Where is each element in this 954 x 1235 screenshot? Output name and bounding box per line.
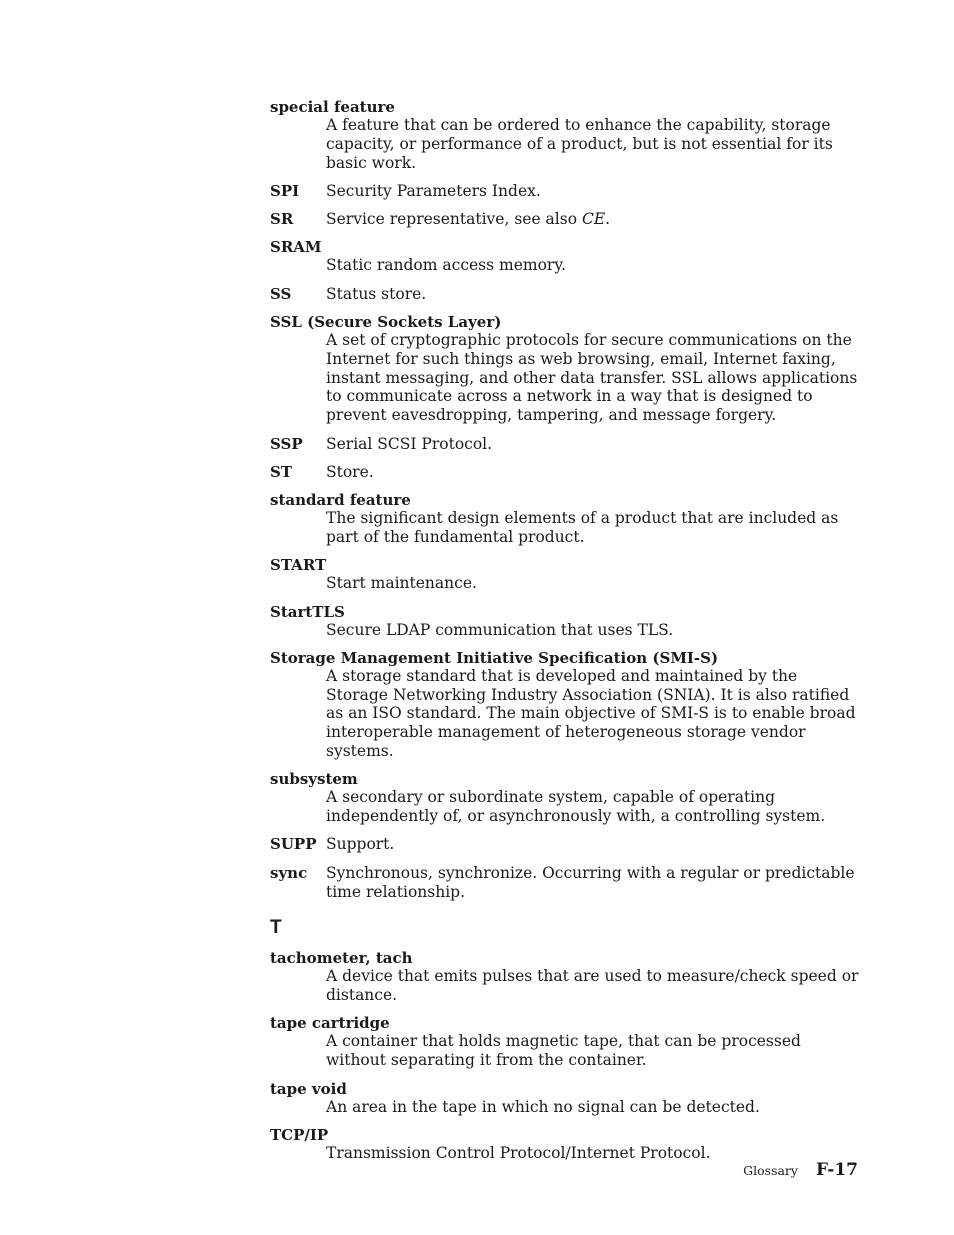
glossary-term: SRAM [270, 238, 322, 257]
glossary-content [270, 98, 860, 1172]
glossary-definition [326, 210, 860, 229]
glossary-term: StartTLS [270, 602, 345, 621]
glossary-definition: Synchronous, synchronize. Occurring with a regular or predictable time relationship. [326, 863, 855, 901]
page-footer [743, 1160, 858, 1180]
glossary-entry [270, 770, 860, 826]
glossary-section-t [270, 949, 860, 1162]
definition-text: Service representative, see also [326, 210, 582, 229]
glossary-term: sync [270, 863, 308, 882]
glossary-term: tape void [270, 1079, 347, 1098]
glossary-entry [270, 285, 860, 304]
glossary-definition: A secondary or subordinate system, capable of operating independently of, or asynchronously with, a controlling system. [326, 788, 826, 826]
glossary-entry [270, 649, 860, 761]
glossary-definition: Start maintenance. [326, 574, 477, 593]
glossary-entry [270, 182, 860, 201]
glossary-entry [270, 463, 860, 482]
definition-reference: CE [581, 210, 606, 229]
glossary-term: special feature [270, 98, 395, 116]
glossary-term: tachometer, tach [270, 949, 413, 968]
glossary-entry [270, 835, 860, 854]
glossary-term: subsystem [270, 770, 358, 789]
glossary-entry [270, 864, 860, 902]
definition-tail: . [605, 210, 611, 229]
glossary-entry [270, 603, 860, 640]
section-letter-t: T [270, 917, 282, 939]
glossary-entry [270, 98, 860, 172]
glossary-term: SR [270, 210, 294, 229]
glossary-term: SSL (Secure Sockets Layer) [270, 313, 502, 332]
glossary-definition: A feature that can be ordered to enhance the capability, storage capacity, or performance of a product, but is not essential for its basic work. [326, 116, 833, 172]
glossary-term: standard feature [270, 491, 411, 510]
glossary-term: ST [270, 462, 292, 481]
glossary-definition: The significant design elements of a product that are included as part of the fundamental product. [326, 509, 839, 546]
glossary-entry [270, 313, 860, 425]
glossary-definition: A container that holds magnetic tape, that can be processed without separating it from the container. [326, 1032, 801, 1070]
glossary-entry [270, 1080, 860, 1117]
glossary-entry [270, 949, 860, 1005]
glossary-definition: A set of cryptographic protocols for secure communications on the Internet for such things as web browsing, email, Internet faxing, instant messaging, and other data transfer. SSL allows applications to communicate across a network in a way that is designed to prevent eavesdropping, tampering, and message forgery. [326, 331, 858, 425]
glossary-definition: Static random access memory. [326, 256, 566, 275]
glossary-definition: A storage standard that is developed and maintained by the Storage Networking Industry Association (SNIA). It is also ratified as an ISO standard. The main objective of SMI-S is to enable broad interoperable management of heterogeneous storage vendor systems. [326, 666, 856, 761]
glossary-definition: A device that emits pulses that are used to measure/check speed or distance. [326, 967, 859, 1005]
glossary-term: tape cartridge [270, 1014, 390, 1033]
glossary-definition: Store. [326, 462, 374, 481]
glossary-entry [270, 238, 860, 275]
page-number: F-17 [815, 1160, 858, 1180]
footer-label: Glossary [743, 1163, 798, 1178]
glossary-entry [270, 556, 860, 593]
glossary-definition: Support. [326, 835, 395, 854]
glossary-definition: Transmission Control Protocol/Internet Protocol. [326, 1143, 711, 1162]
glossary-term: Storage Management Initiative Specification (SMI-S) [270, 648, 719, 667]
glossary-definition: An area in the tape in which no signal can be detected. [326, 1097, 760, 1116]
glossary-definition: Status store. [326, 284, 427, 303]
glossary-definition: Secure LDAP communication that uses TLS. [326, 620, 674, 639]
glossary-entry [270, 210, 860, 229]
glossary-term: SUPP [270, 835, 317, 854]
glossary-entry [270, 1126, 860, 1163]
glossary-term: START [270, 556, 327, 575]
glossary-section-s [270, 98, 860, 901]
glossary-definition: Serial SCSI Protocol. [326, 434, 493, 453]
glossary-definition: Security Parameters Index. [326, 181, 541, 200]
glossary-term: SS [270, 284, 292, 303]
glossary-entry [270, 435, 860, 454]
glossary-term: SSP [270, 434, 303, 453]
glossary-term: TCP/IP [270, 1125, 329, 1144]
glossary-term: SPI [270, 181, 300, 200]
glossary-entry [270, 1014, 860, 1070]
glossary-entry [270, 491, 860, 547]
